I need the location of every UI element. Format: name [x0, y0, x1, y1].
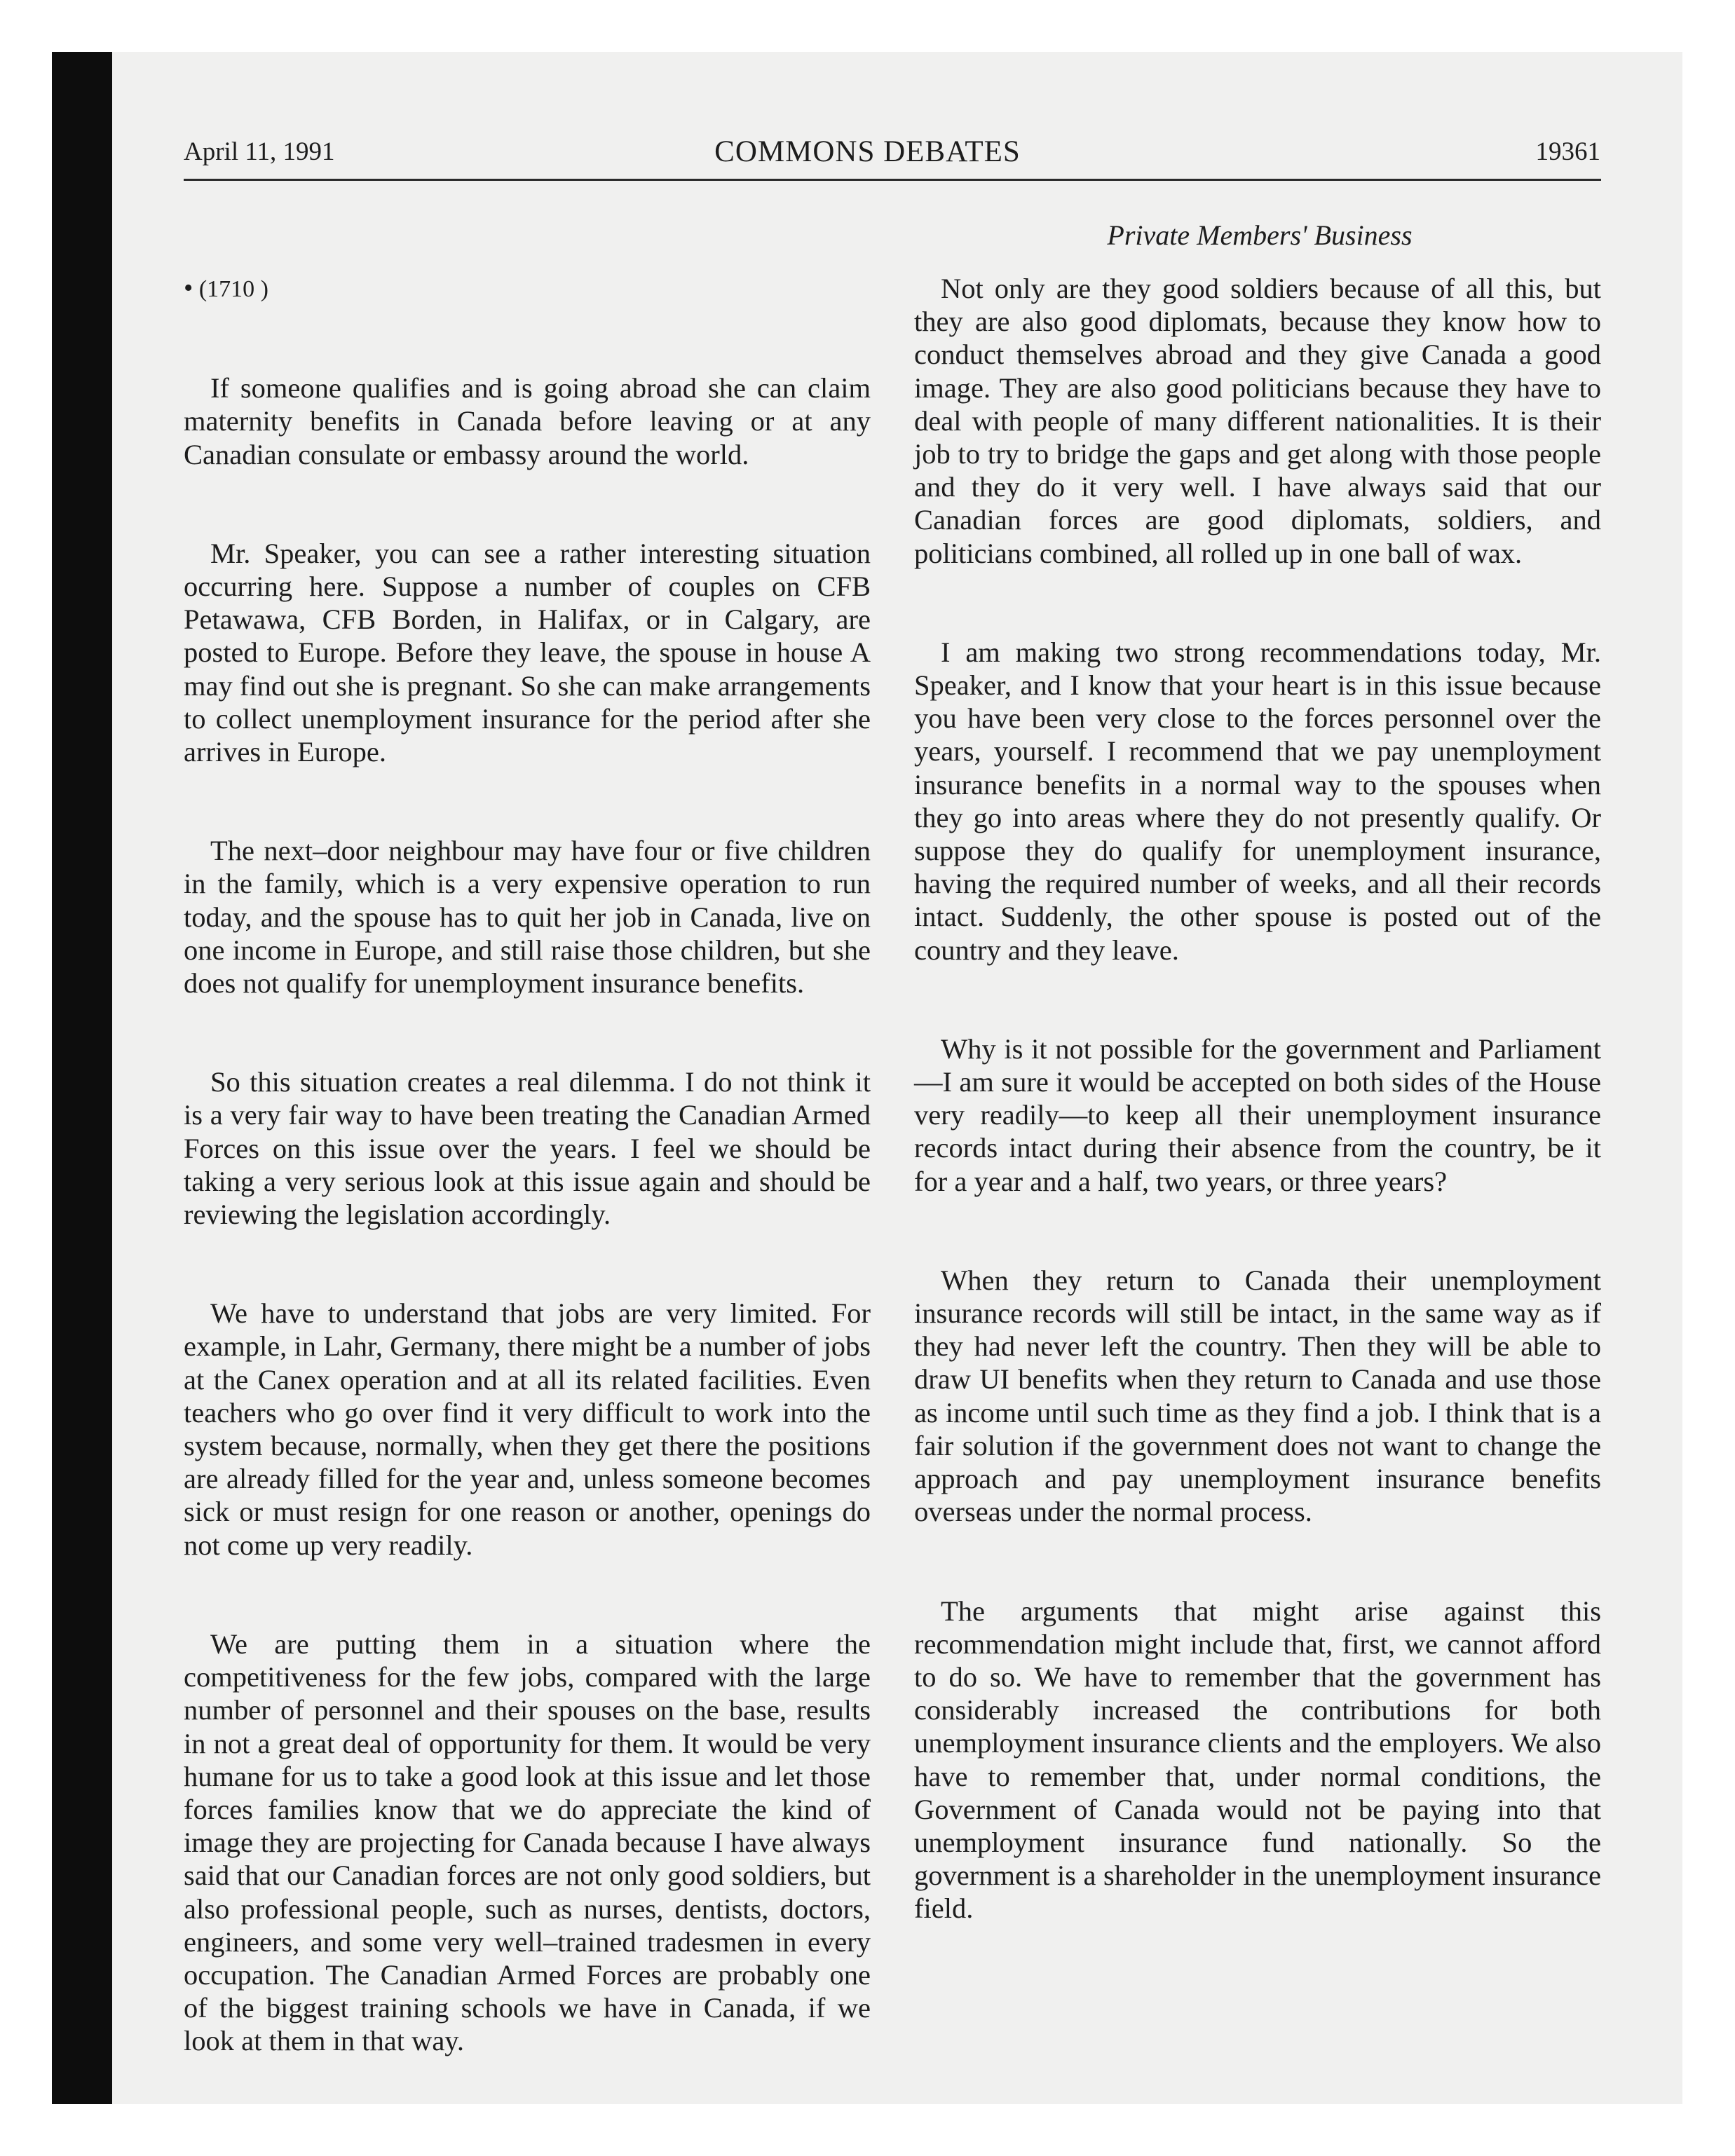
timestamp-text: (1710 ) — [198, 276, 268, 302]
section-title: Private Members' Business — [1107, 219, 1413, 251]
paragraph: So this situation creates a real dilemma. I do not think it is a very fair way to have been treating the Canadian Armed Forces on this issue over the years. I feel we should be taking a very serious look at this issue again and should be reviewing the legislation accordingly. — [184, 1066, 871, 1231]
paragraph: We have to understand that jobs are very limited. For example, in Lahr, Germany, there might be a number of jobs at the Canex operation and at all its related facilities. Even teachers who go over find it very difficult to work into the system because, normally, when they get there the positions are already filled for the year and, unless someone becomes sick or must resign for one reason or another, openings do not come up very readily. — [184, 1297, 871, 1561]
right-column — [914, 272, 1601, 1991]
paragraph: The next–door neighbour may have four or five children in the family, which is a very expensive operation to run today, and the spouse has to quit her job in Canada, live on one income in Europe, and still raise those children, but she does not qualify for unemployment insurance benefits. — [184, 835, 871, 999]
binding-edge — [52, 52, 112, 2104]
paragraph: The arguments that might arise against this recommendation might include that, first, we cannot afford to do so. We have to remember that the government has considerably increased the contributions for both unemployment insurance clients and the employers. We also have to remember that, under normal conditions, the Government of Canada would not be paying into that unemployment insurance fund nationally. So the government is a shareholder in the unemployment insurance field. — [914, 1595, 1601, 1925]
paragraph: Not only are they good soldiers because of all this, but they are also good diplomats, because they know how to conduct themselves abroad and they give Canada a good image. They are also good politicians because they have to deal with people of many different nationalities. It is their job to try to bridge the gaps and get along with those people and they do it very well. I have always said that our Canadian forces are good diplomats, soldiers, and politicians combined, all rolled up in one ball of wax. — [914, 273, 1601, 569]
left-column — [184, 272, 871, 2124]
paragraph: Mr. Speaker, you can see a rather interesting situation occurring here. Suppose a number of couples on CFB Petawawa, CFB Borden, in Halifax, or in Calgary, are posted to Europe. Before they leave, the spouse in house A may find out she is pregnant. So she can make arrangements to collect unemployment insurance for the period after she arrives in Europe. — [184, 537, 871, 768]
header-date: April 11, 1991 — [184, 137, 335, 166]
bullet-icon: • — [184, 273, 193, 303]
paragraph: When they return to Canada their unemployment insurance records will still be intact, in the same way as if they had never left the country. Then they will be able to draw UI benefits when they return to Canada and use those as income until such time as they find a job. I think that is a fair solution if the government does not want to change the approach and pay unemployment insurance benefits overseas under the normal process. — [914, 1264, 1601, 1528]
timestamp — [184, 272, 871, 306]
header-page-number: 19361 — [1535, 137, 1600, 166]
header-rule — [184, 179, 1601, 181]
paragraph: I am making two strong recommendations today, Mr. Speaker, and I know that your heart is in this issue because you have been very close to the forces personnel over the years, yourself. I recommend that we pay unemployment insurance benefits in a normal way to the spouses when they go into areas where they do not presently qualify. Or suppose they do qualify for unemployment insurance, having the required number of weeks, and all their records intact. Suddenly, the other spouse is posted out of the country and they leave. — [914, 636, 1601, 966]
paragraph: Why is it not possible for the government and Parliament—I am sure it would be accepted on both sides of the House very readily—to keep all their unemployment insurance records intact during their absence from the country, be it for a year and a half, two years, or three years? — [914, 1032, 1601, 1197]
paragraph: If someone qualifies and is going abroad she can claim maternity benefits in Canada before leaving or at any Canadian consulate or embassy around the world. — [184, 372, 871, 470]
paragraph: We are putting them in a situation where the competitiveness for the few jobs, compared with the large number of personnel and their spouses on the base, results in not a great deal of opportunity for them. It would be very humane for us to take a good look at this issue and let those forces families know that we do appreciate the kind of image they are projecting for Canada because I have always said that our Canadian forces are not only good soldiers, but also professional people, such as nurses, dentists, doctors, engineers, and some very well–trained tradesmen in every occupation. The Canadian Armed Forces are probably one of the biggest training schools we have in Canada, if we look at them in that way. — [184, 1628, 871, 2057]
header-publication: COMMONS DEBATES — [714, 135, 1021, 168]
